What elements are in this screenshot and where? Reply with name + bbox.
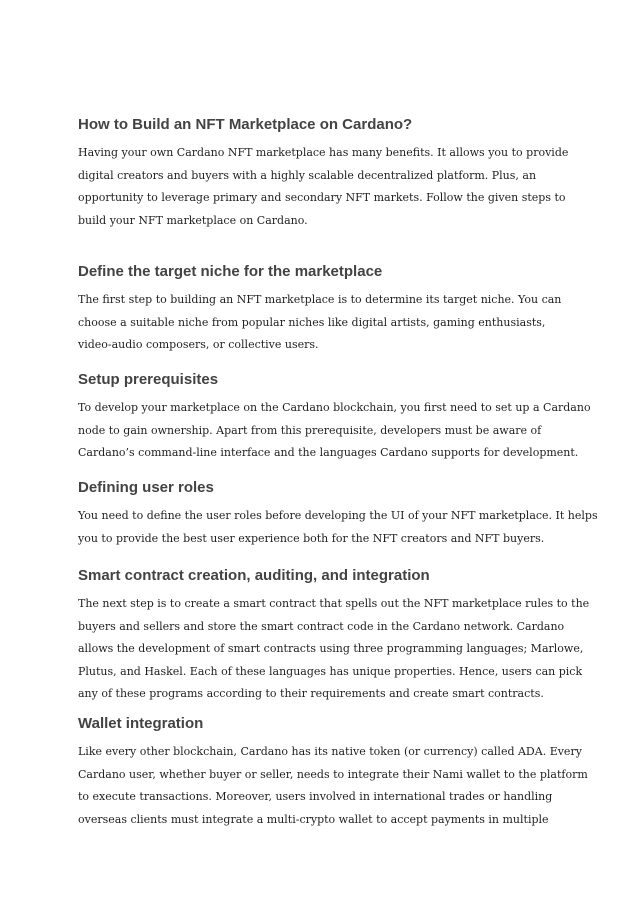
- section-paragraph: [78, 289, 570, 357]
- paragraph-line: overseas clients must integrate a multi-crypto wallet to accept payments in multiple: [78, 812, 549, 826]
- section-heading: How to Build an NFT Marketplace on Cardano?: [78, 116, 413, 133]
- section-paragraph: [78, 741, 588, 831]
- section-heading: Wallet integration: [78, 715, 204, 732]
- section-heading: Smart contract creation, auditing, and integration: [78, 567, 430, 584]
- section-wallet-integration: [78, 715, 588, 831]
- paragraph-line: Like every other blockchain, Cardano has its native token (or currency) called ADA. Every: [78, 745, 582, 758]
- paragraph-line: opportunity to leverage primary and secondary NFT markets. Follow the given steps to: [78, 191, 566, 204]
- paragraph-line: any of these programs according to their requirements and create smart contracts.: [78, 687, 544, 700]
- paragraph-line: To develop your marketplace on the Cardano blockchain, you first need to set up a Cardano: [78, 401, 591, 414]
- paragraph-line: allows the development of smart contracts using three programming languages; Marlowe,: [78, 642, 584, 655]
- paragraph-line: build your NFT marketplace on Cardano.: [78, 213, 308, 227]
- section-user-roles: [78, 479, 598, 550]
- paragraph-line: The next step is to create a smart contract that spells out the NFT marketplace rules to the: [78, 597, 590, 610]
- section-paragraph: [78, 142, 570, 232]
- paragraph-line: Cardano’s command-line interface and the languages Cardano supports for development.: [78, 446, 579, 459]
- paragraph-line: digital creators and buyers with a highly scalable decentralized platform. Plus, an: [78, 168, 537, 182]
- section-paragraph: [78, 505, 598, 550]
- section-paragraph: [78, 593, 590, 706]
- section-paragraph: [78, 397, 591, 465]
- section-smart-contract: [78, 567, 590, 706]
- paragraph-line: you to provide the best user experience both for the NFT creators and NFT buyers.: [78, 531, 545, 545]
- paragraph-line: Having your own Cardano NFT marketplace has many benefits. It allows you to provide: [78, 146, 569, 159]
- paragraph-line: node to gain ownership. Apart from this prerequisite, developers must be aware of: [78, 423, 542, 437]
- section-heading: Defining user roles: [78, 479, 214, 496]
- paragraph-line: Cardano user, whether buyer or seller, needs to integrate their Nami wallet to the platform: [78, 767, 588, 781]
- section-heading: Setup prerequisites: [78, 371, 219, 388]
- section-prerequisites: [78, 371, 591, 465]
- section-target-niche: [78, 263, 570, 357]
- paragraph-line: buyers and sellers and store the smart contract code in the Cardano network. Cardano: [78, 619, 565, 633]
- paragraph-line: Plutus, and Haskel. Each of these languages has unique properties. Hence, users can pick: [78, 664, 583, 678]
- paragraph-line: The first step to building an NFT marketplace is to determine its target niche. You can: [78, 293, 562, 306]
- section-intro: [78, 116, 570, 232]
- paragraph-line: to execute transactions. Moreover, users involved in international trades or handling: [78, 790, 553, 803]
- paragraph-line: You need to define the user roles before developing the UI of your NFT marketplace. It helps: [78, 509, 598, 522]
- paragraph-line: video-audio composers, or collective users.: [78, 338, 319, 351]
- paragraph-line: choose a suitable niche from popular niches like digital artists, gaming enthusiasts,: [78, 315, 546, 329]
- section-heading: Define the target niche for the marketplace: [78, 263, 383, 280]
